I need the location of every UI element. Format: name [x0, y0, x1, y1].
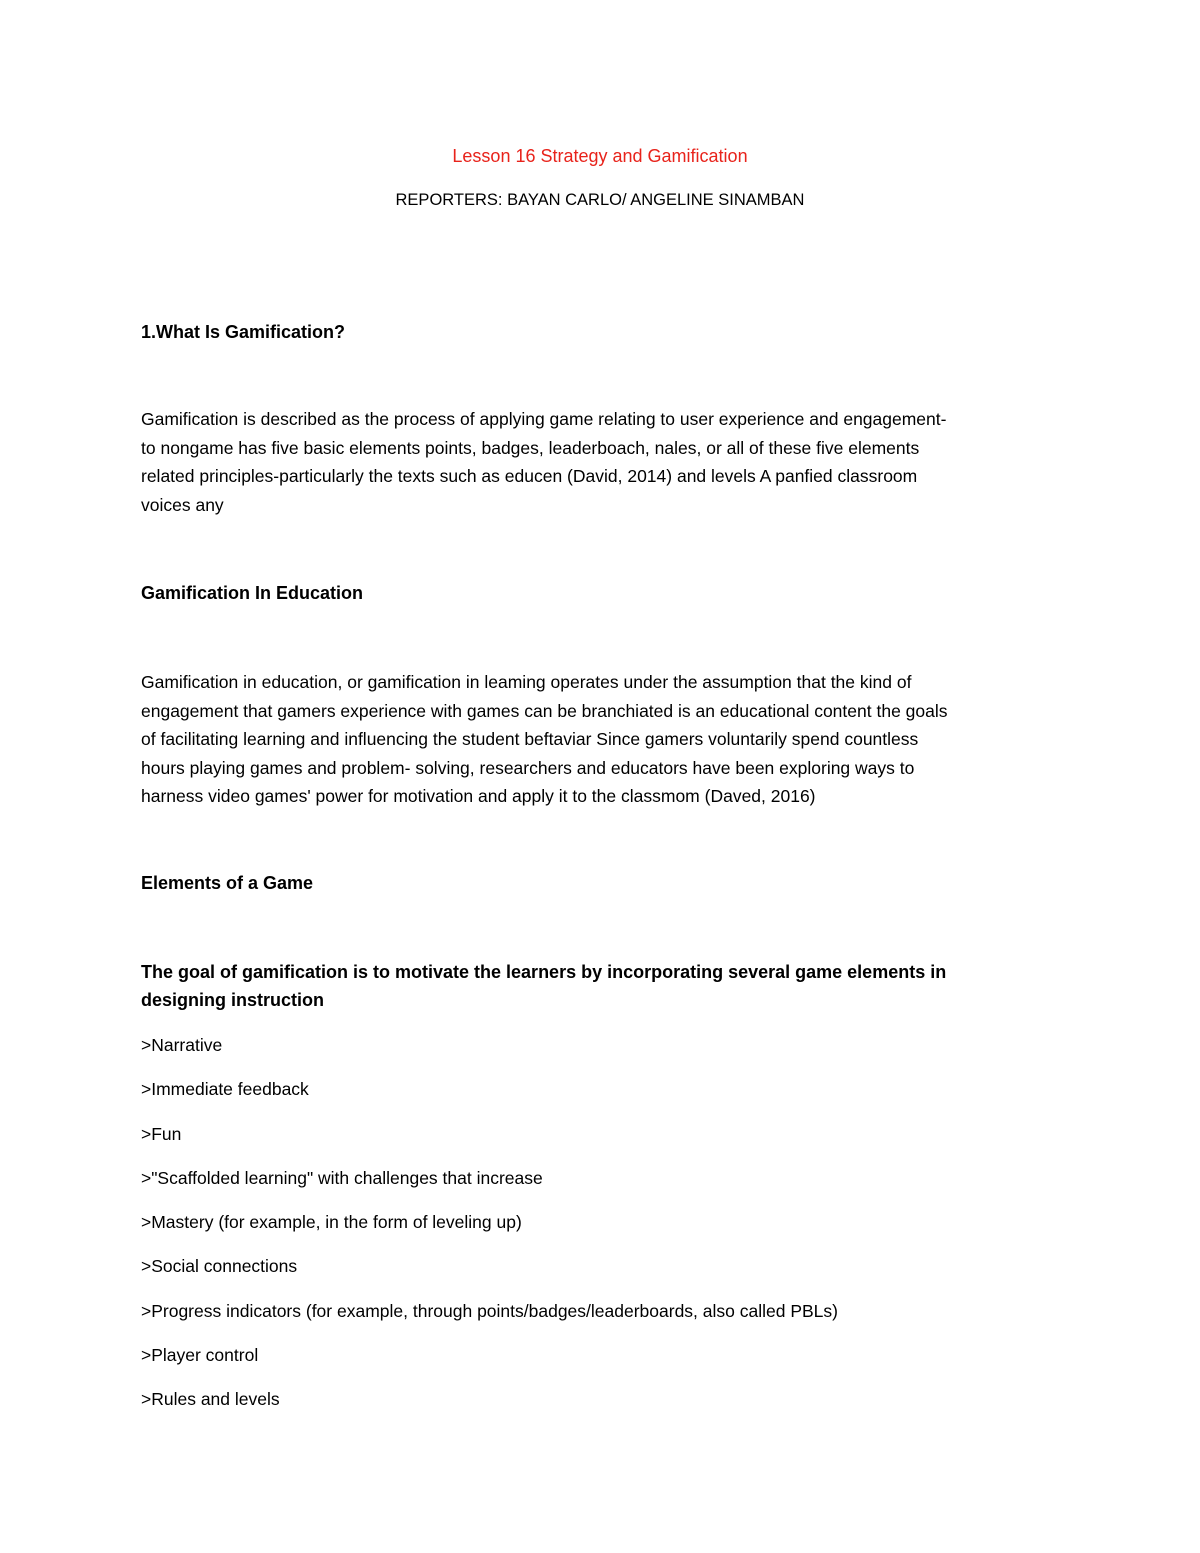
list-item: >Rules and levels — [141, 1389, 280, 1409]
list-item: >Immediate feedback — [141, 1079, 309, 1100]
list-item: >Progress indicators (for example, through points/badges/leaderboards, also called PBLs) — [141, 1300, 838, 1321]
section-paragraph-gamification-in-education — [141, 668, 948, 811]
goal-line: The goal of gamification is to motivate the learners by incorporating several game elements in — [141, 962, 947, 982]
reporters-line: REPORTERS: BAYAN CARLO/ ANGELINE SINAMBAN — [395, 191, 805, 209]
list-item: >Mastery (for example, in the form of leveling up) — [141, 1212, 522, 1232]
paragraph-line: voices any — [141, 494, 224, 515]
paragraph-line: Gamification is described as the process of applying game relating to user experience and engagement- — [141, 409, 947, 429]
paragraph-line: of facilitating learning and influencing the student beftaviar Since gamers voluntarily spend countless — [141, 729, 919, 750]
list-item: >Fun — [141, 1123, 182, 1144]
goal-line: designing instruction — [141, 990, 324, 1010]
game-elements-list — [141, 1032, 838, 1430]
list-item: >"Scaffolded learning" with challenges that increase — [141, 1167, 543, 1188]
list-item: >Player control — [141, 1344, 259, 1365]
paragraph-line: Gamification in education, or gamification in leaming operates under the assumption that the kind of — [141, 672, 912, 692]
section-heading-elements-of-a-game: Elements of a Game — [141, 873, 314, 893]
goal-statement — [141, 958, 946, 1014]
section-heading-gamification-in-education: Gamification In Education — [141, 583, 364, 603]
document-title: Lesson 16 Strategy and Gamification — [452, 146, 748, 166]
section-heading-what-is-gamification: 1.What Is Gamification? — [141, 322, 346, 342]
section-paragraph-what-is-gamification — [141, 405, 946, 519]
paragraph-line: hours playing games and problem- solving, researchers and educators have been exploring ways to — [141, 757, 915, 778]
paragraph-line: harness video games' power for motivation and apply it to the classmom (Daved, 2016) — [141, 786, 816, 807]
list-item: >Narrative — [141, 1035, 223, 1055]
paragraph-line: related principles-particularly the texts such as educen (David, 2014) and levels A panfied classroom — [141, 466, 918, 487]
paragraph-line: engagement that gamers experience with games can be branchiated is an educational content the goals — [141, 700, 948, 721]
paragraph-line: to nongame has five basic elements points, badges, leaderboach, nales, or all of these five elements — [141, 437, 920, 458]
list-item: >Social connections — [141, 1256, 298, 1277]
